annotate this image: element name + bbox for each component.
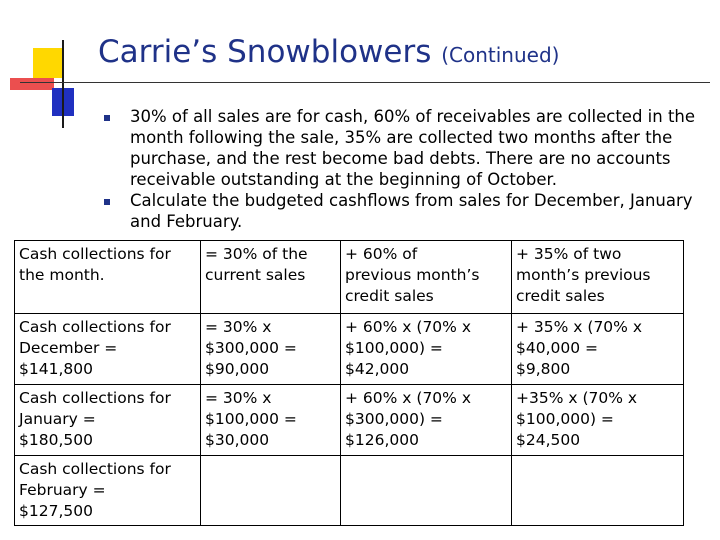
- cell-line: $40,000 =: [516, 339, 599, 357]
- cell-line: + 60% of: [345, 245, 418, 263]
- cell-line: $300,000) =: [345, 410, 443, 428]
- bullet-text: 30% of all sales are for cash, 60% of receivables are collected in the month following the sale, 35% are collected two months after the purchase, and the rest become bad debts. There are no accounts receivable outstanding at the beginning of October.: [130, 107, 696, 189]
- cell-line: $9,800: [516, 360, 571, 378]
- table-cell-current-sales: [201, 456, 341, 526]
- cash-collections-table: [14, 240, 684, 526]
- cell-line: previous month’s: [345, 266, 480, 284]
- cell-line: $30,000: [205, 431, 270, 449]
- table-cell-label: [15, 314, 201, 385]
- cell-line: $24,500: [516, 431, 581, 449]
- cell-line: + 60% x (70% x: [345, 318, 471, 336]
- cell-line: month’s previous: [516, 266, 651, 284]
- table-cell-current-sales: [201, 314, 341, 385]
- slide-title: [98, 34, 559, 70]
- bullet-list: [104, 106, 716, 232]
- cell-line: $126,000: [345, 431, 419, 449]
- cell-line: current sales: [205, 266, 306, 284]
- table-cell-label: [15, 456, 201, 526]
- table-cell-two-months-prior: [512, 456, 684, 526]
- decorative-vertical-line: [62, 40, 64, 128]
- cell-line: +35% x (70% x: [516, 389, 638, 407]
- cell-line: Cash collections for: [19, 245, 171, 263]
- cell-line: Cash collections for: [19, 460, 171, 478]
- table-cell-two-months-prior: [512, 314, 684, 385]
- bullet-text: Calculate the budgeted cashflows from sales for December, January and February.: [130, 191, 693, 231]
- cell-line: + 35% of two: [516, 245, 622, 263]
- table-cell-previous-month: [341, 241, 512, 314]
- cell-line: + 60% x (70% x: [345, 389, 471, 407]
- cell-line: $180,500: [19, 431, 93, 449]
- decorative-red-bar: [10, 78, 54, 90]
- table-body: [15, 241, 684, 526]
- table-cell-two-months-prior: [512, 385, 684, 456]
- table-cell-current-sales: [201, 385, 341, 456]
- cell-line: January =: [19, 410, 96, 428]
- cell-line: $141,800: [19, 360, 93, 378]
- table-row: [15, 456, 684, 526]
- cell-line: $90,000: [205, 360, 270, 378]
- cell-line: = 30% of the: [205, 245, 308, 263]
- cell-line: Cash collections for: [19, 318, 171, 336]
- cell-line: = 30% x: [205, 389, 272, 407]
- table-cell-previous-month: [341, 456, 512, 526]
- cell-line: $100,000 =: [205, 410, 297, 428]
- table-cell-label: [15, 241, 201, 314]
- table-row: [15, 241, 684, 314]
- bullet-square-icon: [104, 115, 110, 121]
- slide-title-main: Carrie’s Snowblowers: [98, 34, 432, 70]
- cell-line: credit sales: [345, 287, 434, 305]
- bullet-item: [104, 106, 716, 190]
- table-cell-current-sales: [201, 241, 341, 314]
- table-cell-two-months-prior: [512, 241, 684, 314]
- slide-title-subtitle: (Continued): [441, 43, 560, 67]
- table-cell-previous-month: [341, 314, 512, 385]
- cell-line: credit sales: [516, 287, 605, 305]
- cell-line: Cash collections for: [19, 389, 171, 407]
- decorative-yellow-square: [33, 48, 63, 78]
- bullet-square-icon: [104, 199, 110, 205]
- cell-line: December =: [19, 339, 118, 357]
- table-row: [15, 385, 684, 456]
- cell-line: + 35% x (70% x: [516, 318, 642, 336]
- bullet-item: [104, 190, 716, 232]
- table-cell-label: [15, 385, 201, 456]
- cell-line: = 30% x: [205, 318, 272, 336]
- table-row: [15, 314, 684, 385]
- table-cell-previous-month: [341, 385, 512, 456]
- cell-line: February =: [19, 481, 106, 499]
- cell-line: $100,000) =: [345, 339, 443, 357]
- cell-line: $42,000: [345, 360, 410, 378]
- cell-line: $127,500: [19, 502, 93, 520]
- cell-line: $100,000) =: [516, 410, 614, 428]
- title-underline: [20, 82, 710, 83]
- cell-line: $300,000 =: [205, 339, 297, 357]
- cell-line: the month.: [19, 266, 105, 284]
